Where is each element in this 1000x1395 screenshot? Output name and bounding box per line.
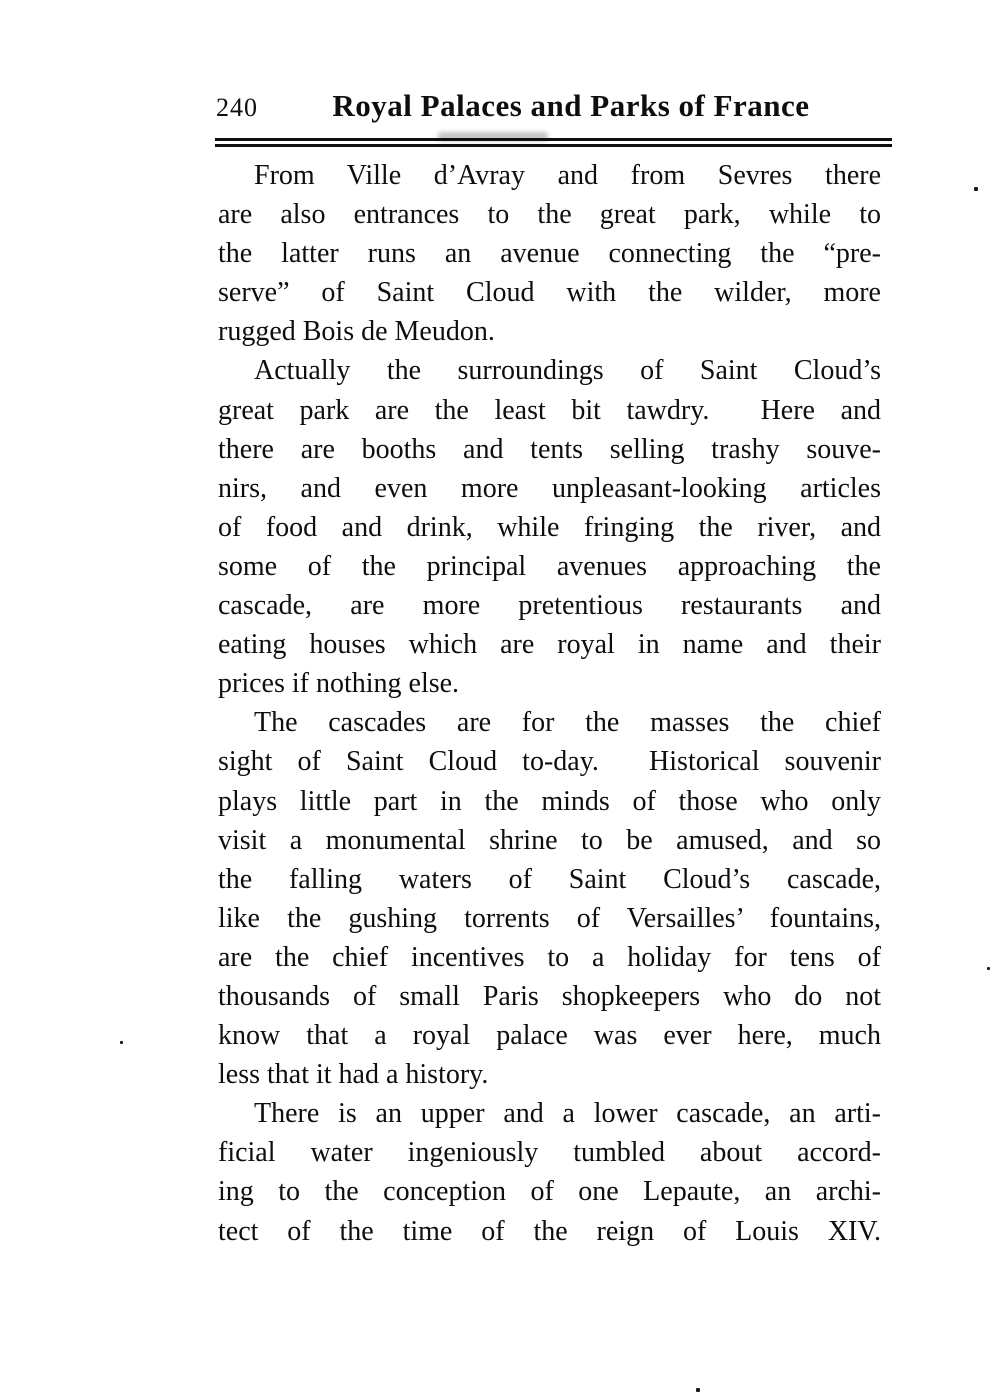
paragraph xyxy=(218,351,881,703)
text-line: serve” of Saint Cloud with the wilder, more xyxy=(218,277,881,309)
text-line: thousands of small Paris shopkeepers who do not xyxy=(218,980,881,1012)
text-line: rugged Bois de Meudon. xyxy=(218,316,495,348)
paragraph xyxy=(218,1094,881,1250)
text-line: the latter runs an avenue connecting the “pre- xyxy=(218,238,881,270)
text-line: prices if nothing else. xyxy=(218,668,460,700)
text-line: tect of the time of the reign of Louis XIV. xyxy=(218,1215,881,1247)
scan-speck xyxy=(974,187,978,191)
paragraph xyxy=(218,703,881,1094)
text-line: are the chief incentives to a holiday for tens of xyxy=(218,941,881,973)
paragraph xyxy=(218,156,881,351)
text-line: There is an upper and a lower cascade, an arti- xyxy=(254,1098,881,1130)
text-line: some of the principal avenues approaching the xyxy=(218,550,881,582)
text-line: eating houses which are royal in name and their xyxy=(218,629,881,661)
text-line: of food and drink, while fringing the river, and xyxy=(218,511,881,543)
header-double-rule xyxy=(215,138,892,147)
text-line: less that it had a history. xyxy=(218,1059,489,1091)
text-line: know that a royal palace was ever here, much xyxy=(218,1020,881,1052)
text-line: are also entrances to the great park, while to xyxy=(218,199,881,231)
text-line: there are booths and tents selling trashy souve- xyxy=(218,433,881,465)
scan-speck xyxy=(696,1388,700,1392)
text-line: ing to the conception of one Lepaute, an archi- xyxy=(218,1176,881,1208)
text-line: cascade, are more pretentious restaurants and xyxy=(218,590,881,622)
text-line: sight of Saint Cloud to-day. Historical souvenir xyxy=(218,746,881,778)
text-line: nirs, and even more unpleasant-looking articles xyxy=(218,472,881,504)
text-line: From Ville d’Avray and from Sevres there xyxy=(254,160,881,191)
page-number: 240 xyxy=(216,93,258,122)
page-title: Royal Palaces and Parks of France xyxy=(332,88,810,123)
text-line: Actually the surroundings of Saint Cloud’s xyxy=(254,355,881,387)
page-header xyxy=(216,88,884,124)
text-line: like the gushing torrents of Versailles’ fountains, xyxy=(218,902,881,934)
text-line: ficial water ingeniously tumbled about accord- xyxy=(218,1137,881,1169)
body-text xyxy=(218,156,881,1251)
text-line: visit a monumental shrine to be amused, and so xyxy=(218,824,881,856)
scan-speck xyxy=(120,1041,123,1044)
text-line: plays little part in the minds of those who only xyxy=(218,785,881,817)
text-line: great park are the least bit tawdry. Here and xyxy=(218,394,881,426)
text-line: the falling waters of Saint Cloud’s cascade, xyxy=(218,863,881,895)
text-line: The cascades are for the masses the chief xyxy=(254,707,881,739)
scan-speck xyxy=(987,967,990,970)
